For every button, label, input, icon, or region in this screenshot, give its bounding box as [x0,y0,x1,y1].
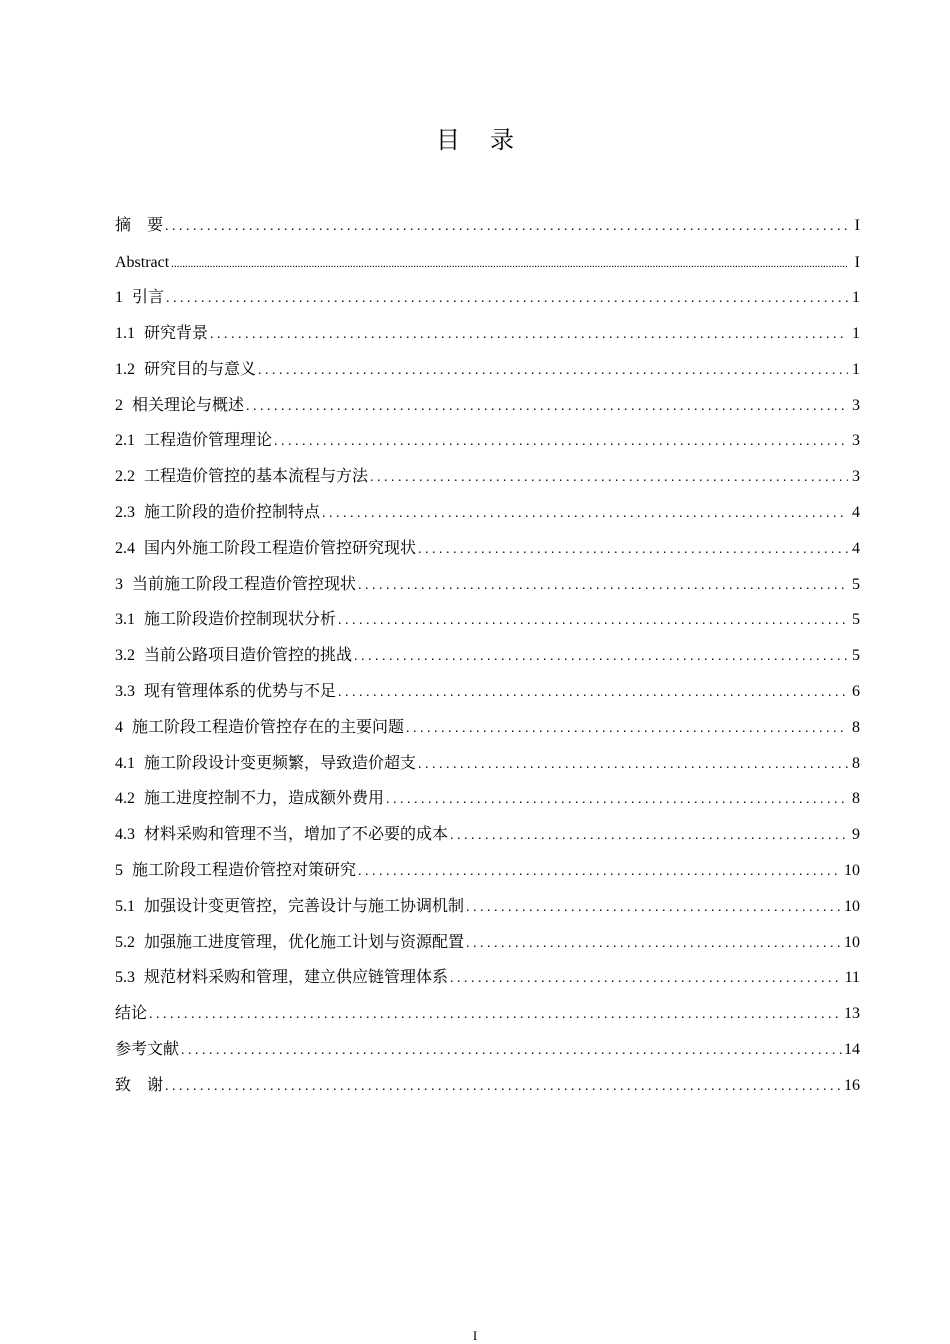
toc-entry-text: 相关理论与概述 [132,396,245,414]
toc-entry-3-3[interactable] [115,674,860,710]
toc-entry-text: 加强设计变更管控，完善设计与施工协调机制 [144,897,465,915]
toc-entry-text: 结论 [115,1005,148,1023]
toc-entry-number: 2.1 [115,432,135,450]
toc-entry-text: 施工阶段工程造价管控对策研究 [132,862,357,880]
toc-entry-page: I [854,253,860,271]
toc-entry-number: 5.3 [115,969,135,987]
toc-entry-text: 当前施工阶段工程造价管控现状 [132,575,357,593]
toc-entry-1-1[interactable] [115,316,860,352]
toc-entry-page: 3 [852,468,860,486]
toc-entry-page: 9 [852,826,860,844]
toc-leader [166,281,848,316]
toc-entry-2-4[interactable] [115,531,860,567]
toc-leader [338,603,848,638]
toc-entry-page: 1 [852,360,860,378]
toc-entry-text: 施工进度控制不力，造成额外费用 [144,790,385,808]
toc-entry-page: 1 [852,325,860,343]
toc-entry-5-2[interactable] [115,925,860,961]
toc-entry-page: 13 [844,1005,860,1023]
toc-leader [246,389,848,424]
toc-leader [171,246,848,281]
toc-leader [418,747,848,782]
toc-entry-2-1[interactable] [115,423,860,459]
toc-entry-4[interactable] [115,710,860,746]
toc-entry-number: 1.2 [115,360,135,378]
toc-entry-page: 6 [852,683,860,701]
toc-entry-page: 8 [852,754,860,772]
toc-entry-page: 5 [852,575,860,593]
toc-leader [358,568,848,603]
toc-leader [322,496,848,531]
toc-entry-number: 1 [115,289,123,307]
title-char-2: 录 [490,126,514,154]
toc-leader [354,639,848,674]
toc-entry-text: 施工阶段造价控制现状分析 [144,611,337,629]
toc-entry-text: 工程造价管理理论 [144,432,273,450]
toc-entry-3[interactable] [115,567,860,603]
toc-entry-4-1[interactable] [115,746,860,782]
toc-entry-text: 致 谢 [115,1076,164,1094]
toc-entry-text: 引言 [132,289,165,307]
toc-entry-page: 1 [852,289,860,307]
toc-entry-3-2[interactable] [115,638,860,674]
toc-entry-page: 5 [852,647,860,665]
toc-entry-number: 3.3 [115,683,135,701]
toc-leader [149,997,842,1032]
toc-entry-text: 施工阶段设计变更频繁，导致造价超支 [144,754,417,772]
toc-entry-text: 摘 要 [115,217,164,234]
toc-entry-page: 10 [844,897,860,915]
toc-entry-number: 1.1 [115,325,135,343]
toc-entry-1-2[interactable] [115,352,860,388]
toc-entry-text: 当前公路项目造价管控的挑战 [144,647,353,665]
toc-entry-2[interactable] [115,388,860,424]
toc-leader [274,424,848,459]
toc-entry-text: 工程造价管控的基本流程与方法 [144,468,369,486]
toc-entry-abstract-cn[interactable] [115,207,860,245]
toc-entry-page: 8 [852,718,860,736]
toc-leader [418,532,848,567]
toc-leader [165,208,848,245]
toc-entry-number: 2.2 [115,468,135,486]
toc-leader [338,675,848,710]
toc-entry-text: 施工阶段工程造价管控存在的主要问题 [132,718,405,736]
toc-entry-number: 4.2 [115,790,135,808]
toc-entry-page: 11 [844,969,860,987]
toc-entry-page: 3 [852,396,860,414]
toc-entry-page: I [854,217,860,234]
toc-entry-number: 4 [115,718,123,736]
toc-entry-acknowledgements[interactable] [115,1068,860,1104]
toc-entry-number: 4.3 [115,826,135,844]
toc-leader [258,353,848,388]
toc-entry-1[interactable] [115,280,860,316]
toc-entry-5[interactable] [115,853,860,889]
toc-entry-number: 3 [115,575,123,593]
toc-leader [406,711,848,746]
toc-entry-text: 现有管理体系的优势与不足 [144,683,337,701]
toc-entry-number: 3.1 [115,611,135,629]
toc-entry-number: 2 [115,396,123,414]
footer-page-number: I [472,1328,478,1343]
toc-entry-4-2[interactable] [115,781,860,817]
toc-entry-references[interactable] [115,1032,860,1068]
toc-entry-text: Abstract [115,253,170,271]
toc-entry-page: 4 [852,504,860,522]
toc-entry-page: 10 [844,933,860,951]
toc-leader [450,961,843,996]
toc-leader [466,926,842,961]
toc-entry-abstract-en[interactable] [115,245,860,281]
toc-entry-page: 3 [852,432,860,450]
toc-entry-number: 5.1 [115,897,135,915]
toc-entry-number: 5 [115,862,123,880]
toc-entry-number: 3.2 [115,647,135,665]
toc-entry-number: 2.4 [115,539,135,557]
toc-entry-page: 8 [852,790,860,808]
toc-entry-text: 研究目的与意义 [144,360,257,378]
table-of-contents [115,207,860,1104]
toc-entry-number: 4.1 [115,754,135,772]
toc-entry-text: 材料采购和管理不当，增加了不必要的成本 [144,826,449,844]
toc-leader [210,317,848,352]
toc-entry-text: 施工阶段的造价控制特点 [144,504,321,522]
toc-entry-page: 14 [844,1041,860,1059]
title-char-1: 目 [436,126,460,154]
toc-entry-number: 5.2 [115,933,135,951]
toc-entry-page: 16 [844,1076,860,1094]
toc-leader [165,1069,842,1104]
toc-entry-text: 参考文献 [115,1041,180,1059]
toc-leader [466,890,842,925]
toc-entry-5-3[interactable] [115,960,860,996]
toc-entry-text: 规范材料采购和管理，建立供应链管理体系 [144,969,449,987]
toc-entry-number: 2.3 [115,504,135,522]
toc-entry-4-3[interactable] [115,817,860,853]
toc-entry-page: 5 [852,611,860,629]
toc-leader [370,460,848,495]
toc-entry-text: 研究背景 [144,325,209,343]
toc-entry-conclusion[interactable] [115,996,860,1032]
toc-entry-page: 4 [852,539,860,557]
toc-entry-text: 加强施工进度管理，优化施工计划与资源配置 [144,933,465,951]
toc-entry-2-3[interactable] [115,495,860,531]
toc-entry-2-2[interactable] [115,459,860,495]
toc-entry-5-1[interactable] [115,889,860,925]
toc-leader [450,818,848,853]
toc-leader [181,1033,842,1068]
page-title [0,120,950,155]
toc-entry-text: 国内外施工阶段工程造价管控研究现状 [144,539,417,557]
toc-leader [358,854,842,889]
toc-entry-page: 10 [844,862,860,880]
toc-leader [386,782,848,817]
toc-entry-3-1[interactable] [115,602,860,638]
